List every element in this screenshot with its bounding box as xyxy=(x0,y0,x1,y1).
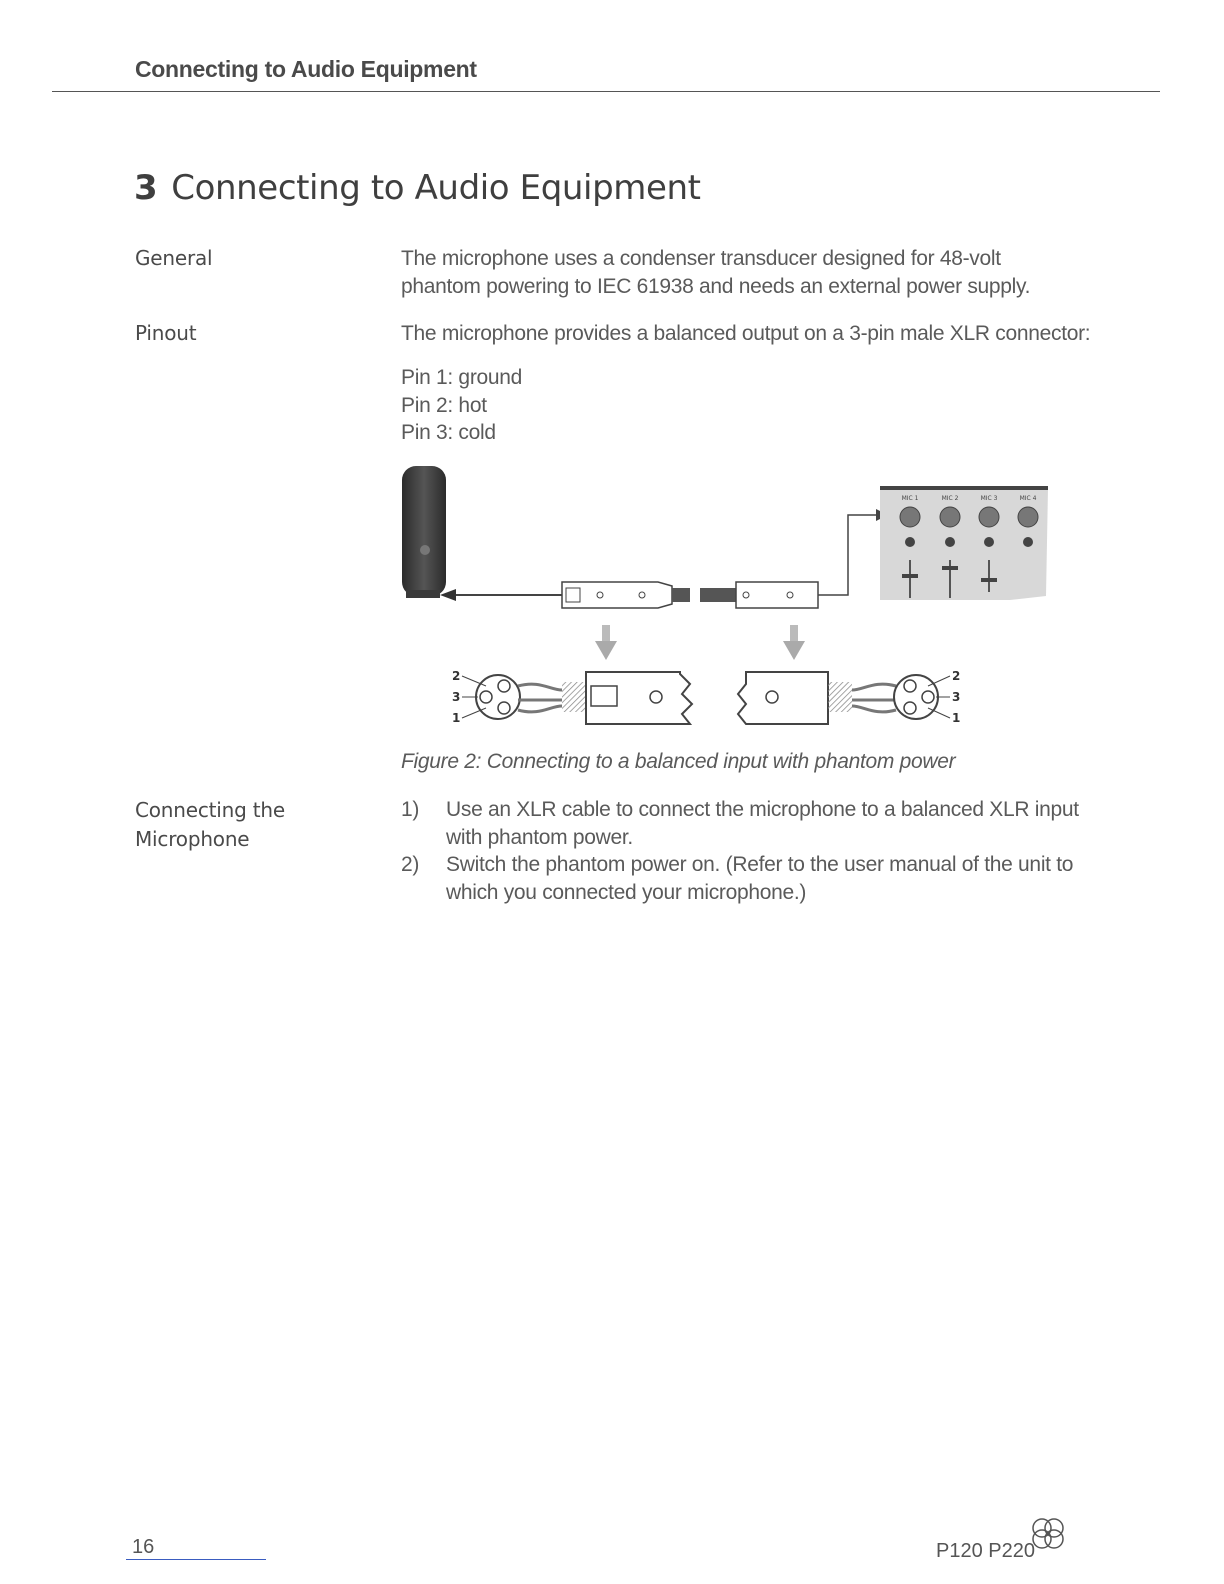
step-number: 1) xyxy=(401,798,420,821)
section-label-connecting-line2: Microphone xyxy=(135,827,250,851)
figure-caption: Figure 2: Connecting to a balanced input with phantom power xyxy=(401,750,956,773)
pinout-intro: The microphone provides a balanced output on a 3-pin male XLR connector: xyxy=(401,322,1091,345)
chapter-title-text: Connecting to Audio Equipment xyxy=(171,168,701,208)
page-number: 16 xyxy=(132,1536,155,1558)
section-label-general: General xyxy=(135,246,213,270)
section-label-connecting-line1: Connecting the xyxy=(135,798,286,822)
pin-label: 2 xyxy=(952,669,961,683)
xlr-male-connector xyxy=(700,582,818,608)
mixer-panel xyxy=(880,486,1048,600)
step-number: 2) xyxy=(401,853,420,876)
running-header: Connecting to Audio Equipment xyxy=(135,56,477,82)
xlr-female-connector xyxy=(562,582,690,608)
brand-logo-icon xyxy=(1028,1514,1070,1558)
microphone-image xyxy=(402,466,446,598)
male-pin-diagram xyxy=(738,672,950,724)
mixer-channel-label: MIC 1 xyxy=(901,495,919,502)
steps-list xyxy=(401,796,1081,906)
pin-item: Pin 1: ground xyxy=(401,366,523,389)
chapter-number: 3 xyxy=(134,168,158,208)
pin-label: 3 xyxy=(452,690,461,704)
pin-item: Pin 3: cold xyxy=(401,421,496,444)
mixer-channel-label: MIC 2 xyxy=(941,495,959,502)
general-paragraph: The microphone uses a condenser transducer designed for 48-volt phantom powering to IEC 61938 and needs an external power supply. xyxy=(401,247,1031,298)
pin-label: 1 xyxy=(452,711,461,725)
pin-item: Pin 2: hot xyxy=(401,393,487,417)
pin-label: 3 xyxy=(952,690,961,704)
model-name: P120 P220 xyxy=(936,1540,1035,1562)
down-arrow-icon xyxy=(595,625,617,660)
step-text: Use an XLR cable to connect the microphone to a balanced XLR input with phantom power. xyxy=(446,798,1079,849)
section-label-pinout: Pinout xyxy=(135,321,197,345)
pin-list xyxy=(401,364,1091,447)
list-item xyxy=(401,851,1081,906)
list-item xyxy=(401,796,1081,851)
header-rule xyxy=(52,91,1160,92)
connection-diagram xyxy=(380,460,1060,750)
female-pin-diagram xyxy=(462,672,692,724)
chapter-title xyxy=(134,168,701,208)
mixer-channel-label: MIC 4 xyxy=(1019,495,1037,502)
step-text: Switch the phantom power on. (Refer to the user manual of the unit to which you connected your microphone.) xyxy=(446,853,1074,904)
pin-label: 2 xyxy=(452,669,461,683)
page-number-rule xyxy=(126,1559,266,1560)
mixer-channel-label: MIC 3 xyxy=(980,495,998,502)
down-arrow-icon xyxy=(783,625,805,660)
pin-label: 1 xyxy=(952,711,961,725)
section-label-connecting xyxy=(135,796,285,854)
